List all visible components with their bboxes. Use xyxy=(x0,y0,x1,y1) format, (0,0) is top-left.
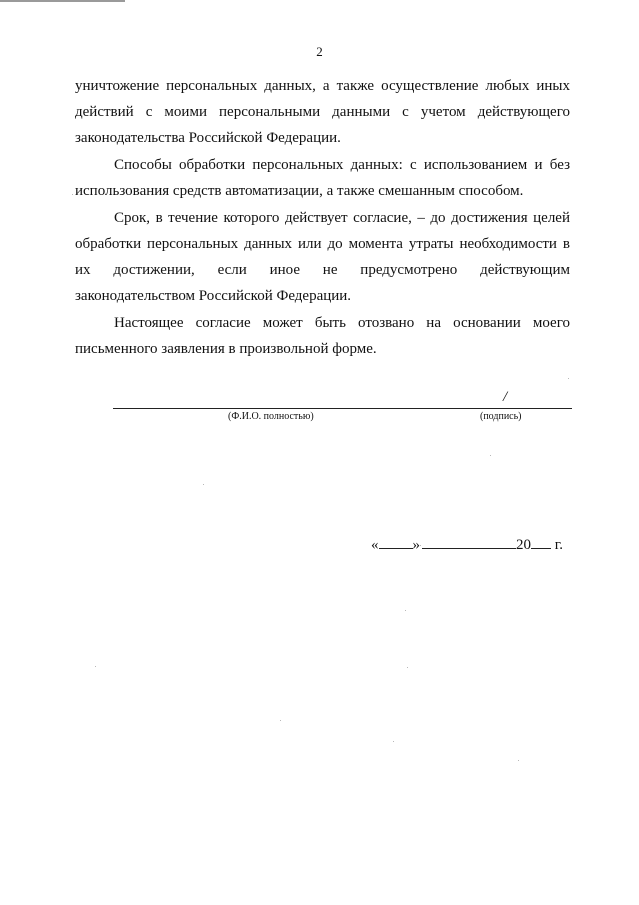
date-year-blank xyxy=(531,534,551,549)
scan-speck xyxy=(518,760,519,761)
paragraph-consent-term: Срок, в течение которого действует согласие, – до достижения целей обработки персональных данных или до момента утраты необходимости в их достижении, если иное не предусмотрено действующим законодательством Российской Федерации. xyxy=(75,210,570,304)
scan-speck xyxy=(420,545,421,546)
signature-separator: / xyxy=(503,389,508,405)
date-day-blank xyxy=(379,534,413,549)
scan-speck xyxy=(72,194,73,195)
date-open-quote: « xyxy=(371,537,379,553)
date-century: 20 xyxy=(516,537,531,553)
paragraph-revocation: Настоящее согласие может быть отозвано на основании моего письменного заявления в произвольной форме. xyxy=(75,315,570,357)
scan-speck xyxy=(568,378,569,379)
scan-speck xyxy=(280,720,281,721)
page-number: 2 xyxy=(316,44,323,59)
document-body xyxy=(75,73,570,362)
date-month-blank xyxy=(422,534,516,549)
date-year-suffix: г. xyxy=(554,537,563,553)
scan-speck xyxy=(405,610,406,611)
scan-edge-mark xyxy=(0,0,125,2)
date-close-quote: » xyxy=(412,537,420,553)
fio-label: (Ф.И.О. полностью) xyxy=(228,411,314,422)
signature-label: (подпись) xyxy=(480,411,522,422)
scan-speck xyxy=(393,741,394,742)
paragraph-continuation: уничтожение персональных данных, а также осуществление любых иных действий с моими персональными данными с учетом действующего законодательства Российской Федерации. xyxy=(75,78,570,146)
scan-speck xyxy=(407,667,408,668)
signature-line xyxy=(113,408,572,409)
date-field xyxy=(371,534,563,554)
scan-speck xyxy=(95,666,96,667)
scan-speck xyxy=(203,484,204,485)
scan-speck xyxy=(490,455,491,456)
paragraph-processing-methods: Способы обработки персональных данных: с использованием и без использования средств автоматизации, а также смешанным способом. xyxy=(75,157,570,199)
